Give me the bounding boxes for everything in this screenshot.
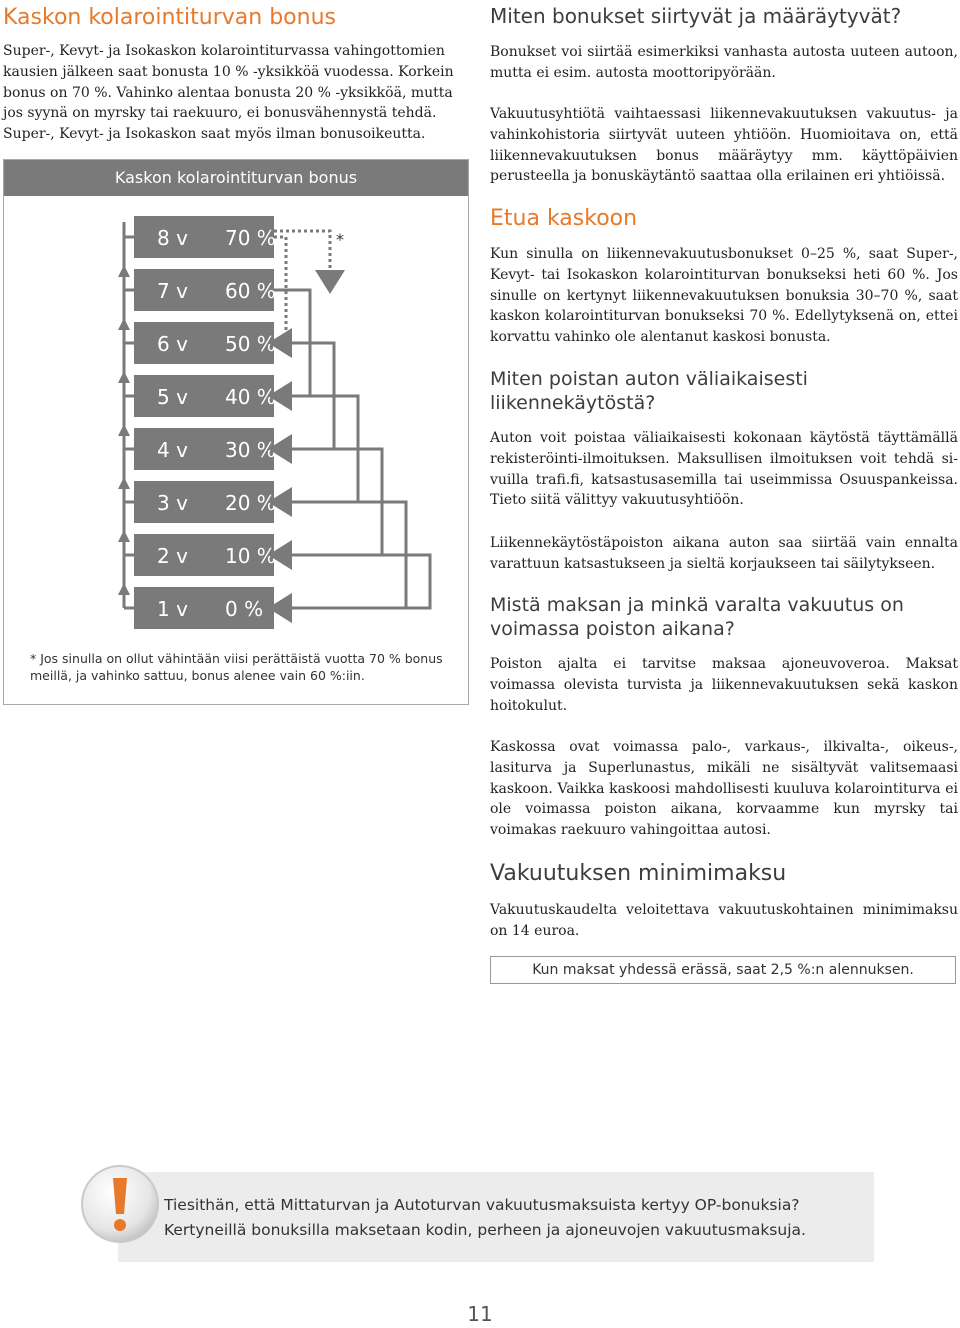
- paragraph-minimum-payment: Vakuutuskaudelta veloitettava vakuutuskohtainen minimimaksu on 14 euroa.: [490, 902, 958, 939]
- bonus-step-percent: 10 %: [225, 544, 276, 568]
- bonus-step-percent: 30 %: [225, 438, 276, 462]
- paragraph-payment-during-removal-1: Poiston ajalta ei tarvitse maksaa ajoneuvoveroa. Maksat voimassa olevista turvista ja liikennevakuutuksen sekä kaskon hoitokulut.: [490, 656, 958, 714]
- intro-paragraph: Super-, Kevyt- ja Isokaskon kolarointiturvassa vahingottomien kausien jälkeen saat bonusta 10 % -yksikköä vuodessa. Korkein bonus on 70 %. Vahinko alentaa bonusta 20 % -yksikköä, mutta jos syynä on myrsky tai raekuuro, ei bonusvähennystä tehdä. Super-, Kevyt- ja Isokaskon saat myös ilman bonusoikeutta.: [3, 43, 454, 143]
- section-title-kasko-bonus: Kaskon kolarointiturvan bonus: [3, 5, 336, 30]
- notice-line-2: Kertyneillä bonuksilla maksetaan kodin, perheen ja ajoneuvojen vakuutusmaksuja.: [164, 1221, 806, 1239]
- progress-arrowhead: [118, 371, 130, 383]
- paragraph-bonus-transfer-2: Vakuutusyhtiötä vaihtaessasi liikennevakuutuksen vakuutus- ja vahinkohistoria siirtyvät uuteen yhtiöön. Huomioitava on, että liikennevakuutuksen bonus määräytyy mm. käyttöpäivien perusteella ja bonuskäytäntö saattaa olla erilainen eri yhtiöissä.: [490, 106, 958, 185]
- bonus-step-percent: 0 %: [225, 597, 264, 621]
- progress-arrowhead: [118, 583, 130, 595]
- bonus-step-years: 7 v: [157, 279, 188, 303]
- bonus-steps-chart: [4, 196, 468, 666]
- diagram-footnote: * Jos sinulla on ollut vähintään viisi perättäistä vuotta 70 % bonus meillä, ja vahinko sattuu, bonus alenee vain 60 %:iin.: [30, 651, 443, 683]
- paragraph-bonus-transfer-1: Bonukset voi siirtää esimerkiksi vanhasta autosta uuteen autoon, mutta ei esim. autosta moottoripyörään.: [490, 44, 958, 81]
- bonus-step: [134, 375, 276, 417]
- paragraph-payment-during-removal-2: Kaskossa ovat voimassa palo-, varkaus-, ilkivalta-, oikeus-, lasiturva ja Superlunastus, mikäli ne sisältyvät valitsemaasi kaskoon. Vaikka kaskoosi mahdollisesti kuuluva kolarointiturva ei ole voimassa poiston aikana, korvaamme kun myrsky tai voimakas raekuuro vahingoittaa autosi.: [490, 739, 958, 839]
- bonus-step-percent: 60 %: [225, 279, 276, 303]
- heading-kasko-benefit: Etua kaskoon: [490, 206, 638, 231]
- progress-arrowhead: [118, 424, 130, 436]
- progress-arrowhead: [118, 318, 130, 330]
- bonus-step: [134, 428, 276, 470]
- notice-text: [164, 1193, 864, 1243]
- bonus-step-years: 3 v: [157, 491, 188, 515]
- bonus-diagram: [3, 159, 469, 705]
- paragraph-temporary-removal-2: Liikennekäytöstäpoiston aikana auton saa siirtää vain ennalta varattuun katsastukseen ja sieltä korjaukseen tai säilytykseen.: [490, 535, 958, 572]
- bonus-step: [134, 587, 274, 629]
- exclamation-icon: [78, 1162, 162, 1246]
- bonus-step-years: 5 v: [157, 385, 188, 409]
- bonus-step-years: 6 v: [157, 332, 188, 356]
- bonus-step: [134, 269, 276, 311]
- notice-line-1: Tiesithän, että Mittaturvan ja Autoturvan vakuutusmaksuista kertyy OP-bonuksia?: [164, 1196, 800, 1214]
- bonus-step-percent: 50 %: [225, 332, 276, 356]
- diagram-title: Kaskon kolarointiturvan bonus: [4, 160, 468, 196]
- bonus-step-years: 1 v: [157, 597, 188, 621]
- bonus-step: [134, 322, 276, 364]
- paragraph-kasko-benefit: Kun sinulla on liikennevakuutusbonukset 0–25 %, saat Super-, Kevyt- tai Isokaskon kolarointiturvan bonukseksi heti 60 %. Jos sinulle on kertynyt liikennevakuutuksen bonuksia 30–70 %, saat kaskon kolarointiturvan bonukseksi 70 %. Edellytyksenä on, ettei korvattu vahinko ole alentanut kaskosi bonusta.: [490, 246, 958, 346]
- diagram-asterisk: *: [336, 230, 344, 249]
- progress-arrowhead: [118, 265, 130, 277]
- heading-minimum-payment: Vakuutuksen minimimaksu: [490, 861, 787, 886]
- heading-payment-during-removal: Mistä maksan ja minkä varalta vakuutus on voimassa poiston aikana?: [490, 594, 904, 640]
- bonus-step: [134, 534, 276, 576]
- bonus-step: [134, 481, 276, 523]
- special-drop-arrow: [274, 231, 330, 282]
- bonus-step-percent: 70 %: [225, 226, 276, 250]
- bonus-step-years: 2 v: [157, 544, 188, 568]
- progress-arrowhead: [118, 477, 130, 489]
- bonus-step-percent: 40 %: [225, 385, 276, 409]
- discount-callout: Kun maksat yhdessä erässä, saat 2,5 %:n alennuksen.: [490, 956, 956, 984]
- bonus-step: [134, 216, 276, 258]
- bonus-step-years: 8 v: [157, 226, 188, 250]
- paragraph-temporary-removal-1: Auton voit poistaa väliaikaisesti kokonaan käytöstä täyttämällä rekisteröinti-ilmoituksen. Maksullisen ilmoituksen voit tehdä si-vuilla trafi.fi, katsastusasemilla tai useimmissa Osuuspankeissa. Tieto siitä välittyy vakuutusyhtiöön.: [490, 430, 958, 509]
- bonus-step-percent: 20 %: [225, 491, 276, 515]
- bonus-step-years: 4 v: [157, 438, 188, 462]
- progress-arrowhead: [118, 530, 130, 542]
- page-number: 11: [467, 1302, 493, 1326]
- heading-temporary-removal: Miten poistan auton väliaikaisesti liikennekäytöstä?: [490, 368, 808, 414]
- heading-bonus-transfer: Miten bonukset siirtyvät ja määräytyvät?: [490, 4, 902, 28]
